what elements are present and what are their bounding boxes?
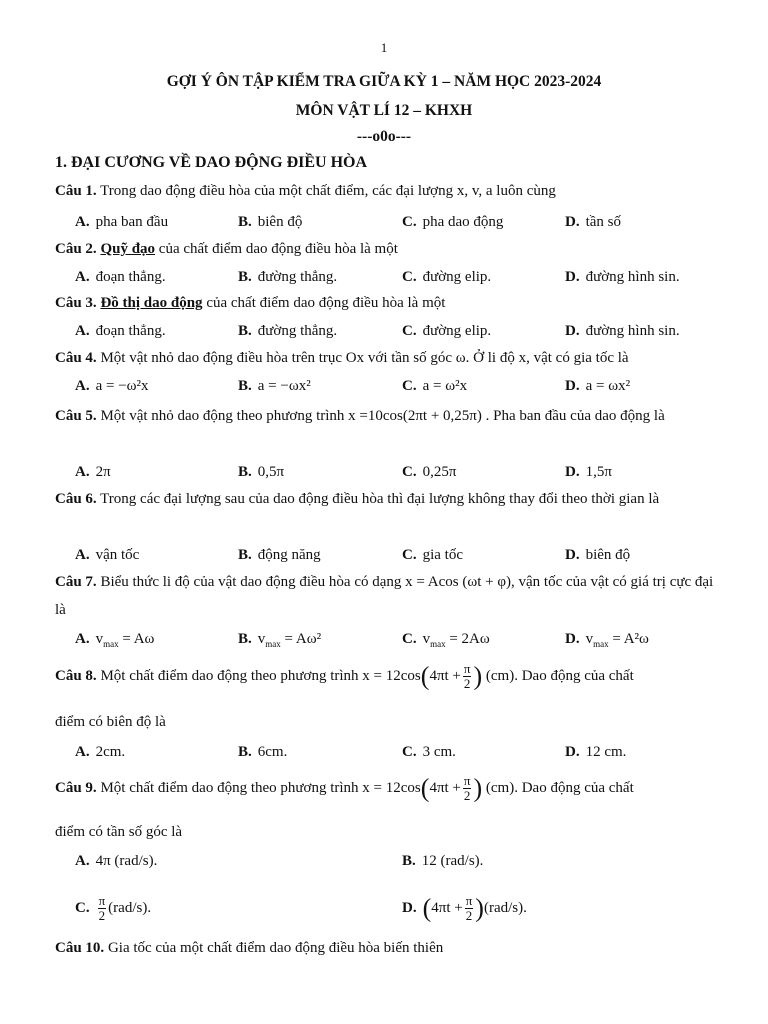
option-b: B. đường thẳng.: [238, 323, 338, 339]
option-d: D. tần số: [565, 214, 622, 230]
subject-title: MÔN VẬT LÍ 12 – KHXH: [295, 102, 473, 119]
option-a: A. $v_{max} = A\omega$: [75, 631, 155, 649]
options-3: [75, 317, 725, 345]
document-title: GỢI Ý ÔN TẬP KIỂM TRA GIỮA KỲ 1 – NĂM HỌC 2023-2024: [166, 73, 602, 90]
option-d: D. 12 cm.: [565, 744, 627, 760]
option-c: C. $v_{max} = 2A\omega$: [402, 631, 490, 649]
question-1: [55, 177, 715, 205]
option-d: D. biên độ: [565, 547, 631, 563]
option-a: A. vận tốc: [75, 547, 140, 563]
option-b: B. 6cm.: [238, 744, 288, 760]
option-c: C. đường elip.: [402, 269, 492, 285]
underlined-term: Đồ thị dao động: [100, 295, 203, 311]
option-c: C. $\frac{\pi}{2}$ (rad/s).: [75, 893, 152, 924]
option-b: B. đường thẳng.: [238, 269, 338, 285]
option-d: D. 1,5π: [565, 464, 612, 480]
option-c: C. pha dao động: [402, 214, 504, 230]
underlined-term: Quỹ đạo: [100, 241, 156, 257]
question-4: Câu 4. Một vật nhỏ dao động điều hòa trên trục Ox với tần số góc ω. Ở li độ x, vật có gia tốc là: [55, 350, 629, 366]
option-b: B. a = −ωx²: [238, 378, 311, 394]
question-label: Câu 1.: [55, 183, 97, 199]
question-5: Câu 5. Một vật nhỏ dao động theo phương trình x =10cos(2πt + 0,25π) . Pha ban đầu của dao động là: [55, 408, 665, 424]
option-a: A. đoạn thẳng.: [75, 269, 166, 285]
option-c: C. a = ω²x: [402, 378, 468, 394]
option-d: D. đường hình sin.: [565, 323, 680, 339]
option-b: B. biên độ: [238, 214, 303, 230]
option-a: A. a = −ω²x: [75, 378, 149, 394]
options-9-row2: [75, 890, 725, 926]
question-7: Câu 7. Biểu thức li độ của vật dao động điều hòa có dạng x = Acos (ωt + φ), vận tốc của vật có giá trị cực đại là: [55, 574, 714, 618]
options-8: [75, 738, 725, 766]
question-3: Câu 3. Đồ thị dao động của chất điểm dao động điều hòa là một: [55, 295, 446, 311]
option-a: A. 4π (rad/s).: [75, 853, 158, 869]
question-8-cont: điểm có biên độ là: [55, 714, 166, 730]
question-9-cont: điểm có tần số góc là: [55, 824, 183, 840]
options-9-row1: [75, 847, 725, 875]
option-d: D. (4πt + $\frac{\pi}{2}$ )(rad/s).: [402, 893, 527, 924]
title-separator: ---o0o---: [356, 128, 412, 145]
options-4: [75, 372, 725, 400]
options-2: [75, 263, 725, 291]
option-a: A. 2π: [75, 464, 111, 480]
option-a: A. đoạn thẳng.: [75, 323, 166, 339]
option-b: B. $v_{max} = A\omega^2$: [238, 631, 322, 649]
equation: x = 12cos(4πt + $\frac{\pi}{2}$ ) (cm): [362, 661, 515, 692]
options-5: [75, 458, 725, 486]
option-a: A. pha ban đầu: [75, 214, 169, 230]
question-6: Câu 6. Trong các đại lượng sau của dao động điều hòa thì đại lượng không thay đổi theo thời gian là: [55, 491, 660, 507]
section-heading: 1. ĐẠI CƯƠNG VỀ DAO ĐỘNG ĐIỀU HÒA: [55, 154, 368, 171]
option-c: C. gia tốc: [402, 547, 463, 563]
options-6: [75, 541, 725, 569]
option-c: C. 0,25π: [402, 464, 457, 480]
equation: x = 12cos(4πt + $\frac{\pi}{2}$ ) (cm): [362, 773, 515, 804]
option-d: D. đường hình sin.: [565, 269, 680, 285]
option-b: B. 0,5π: [238, 464, 285, 480]
options-7: [75, 625, 725, 653]
question-2: Câu 2. Quỹ đạo của chất điểm dao động điều hòa là một: [55, 241, 398, 257]
option-b: B. động năng: [238, 547, 321, 563]
option-c: C. đường elip.: [402, 323, 492, 339]
question-8: Câu 8. Một chất điểm dao động theo phương trình x = 12cos(4πt + $\frac{\pi}{2}$ ) (cm). Dao động của chất: [55, 661, 634, 692]
option-a: A. 2cm.: [75, 744, 126, 760]
option-d: D. $v_{max} = A^2\omega$: [565, 631, 649, 649]
option-d: D. a = ωx²: [565, 378, 631, 394]
option-c: C. 3 cm.: [402, 744, 456, 760]
option-b: B. 12 (rad/s).: [402, 853, 484, 869]
question-text: Trong dao động điều hòa của một chất điểm, các đại lượng x, v, a luôn cùng: [100, 183, 556, 199]
page-number: 1: [380, 40, 388, 55]
question-9: Câu 9. Một chất điểm dao động theo phương trình x = 12cos(4πt + $\frac{\pi}{2}$ ) (cm). Dao động của chất: [55, 773, 634, 804]
question-10: Câu 10. Gia tốc của một chất điểm dao động điều hòa biến thiên: [55, 940, 444, 956]
options-1: [75, 208, 725, 236]
